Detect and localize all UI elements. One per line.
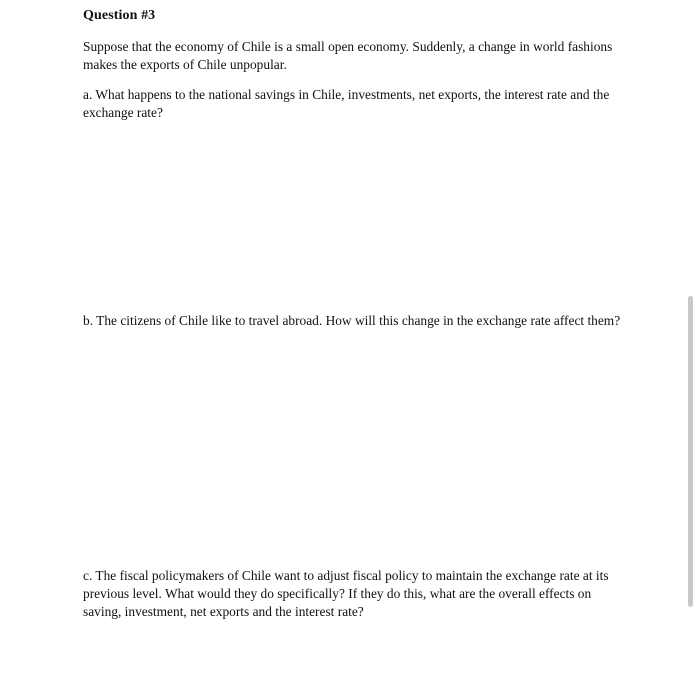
question-part-a: a. What happens to the national savings in Chile, investments, net exports, the interest rate and the exchange rate? xyxy=(83,87,610,120)
question-intro: Suppose that the economy of Chile is a small open economy. Suddenly, a change in world fashions makes the exports of Chile unpopular. xyxy=(83,39,613,72)
question-heading: Question #3 xyxy=(83,8,156,23)
vertical-scrollbar[interactable] xyxy=(688,296,693,607)
question-part-c: c. The fiscal policymakers of Chile want to adjust fiscal policy to maintain the exchange rate at its previous level. What would they do specifically? If they do this, what are the overall effects on saving, investment, net exports and the interest rate? xyxy=(83,568,609,619)
question-part-b: b. The citizens of Chile like to travel abroad. How will this change in the exchange rate affect them? xyxy=(83,313,621,328)
